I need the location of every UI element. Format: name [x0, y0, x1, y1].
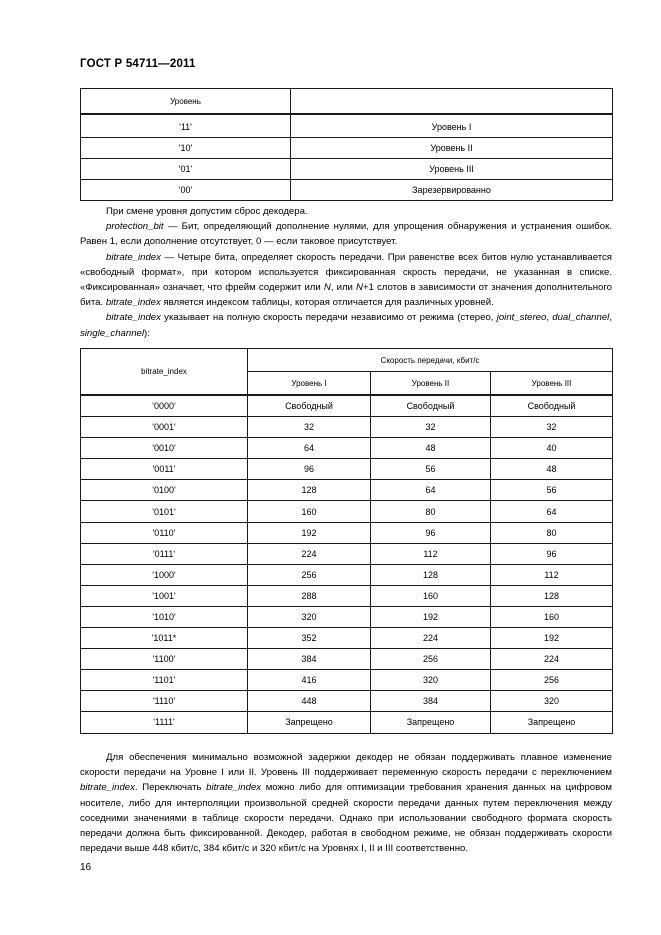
bitrate-value-cell-level-3: 32	[491, 417, 613, 438]
term-protection-bit: protection_bit	[106, 221, 164, 233]
level-table-header-code: Уровень	[81, 89, 291, 115]
bitrate-value-cell-level-2: 384	[371, 691, 491, 712]
bitrate-value-cell-level-1: Запрещено	[248, 712, 371, 733]
bitrate-index-cell: '0100'	[81, 480, 248, 501]
table-row	[81, 585, 613, 606]
bitrate-def-part1: — Четыре бита, определяет скорость передачи. При равенстве всех битов нулю устанавливается «свободный формат», при котором используется фиксированная скрость передачи, не указанная в списке. «Фиксированная» означает, что фрейм содержит или	[80, 251, 612, 294]
bitrate-index-cell: '1101'	[81, 670, 248, 691]
end-paragraph-block	[80, 750, 612, 856]
bitrate-value-cell-level-2: 48	[371, 438, 491, 459]
bitrate-index-cell: '0010'	[81, 438, 248, 459]
bitrate-index-cell: '0001'	[81, 417, 248, 438]
bitrate-value-cell-level-2: 96	[371, 522, 491, 543]
table-header-row	[81, 89, 613, 115]
bitrate-value-cell-level-2: 256	[371, 649, 491, 670]
level-value-cell: Зарезервированно	[291, 180, 613, 201]
bitrate-value-cell-level-1: 160	[248, 501, 371, 522]
bitrate-value-cell-level-1: 320	[248, 606, 371, 627]
bitrate-value-cell-level-3: 48	[491, 459, 613, 480]
bitrate-value-cell-level-1: 416	[248, 670, 371, 691]
bitrate-header-index: bitrate_index	[81, 349, 248, 396]
table-header-row-top	[81, 349, 613, 372]
bitrate-value-cell-level-3: 40	[491, 438, 613, 459]
paragraph-protection-bit-text: — Бит, определяющий дополнение нулями, для упрощения обнаружения и устранения ошибок. Равен 1, если дополнение отсутствует, 0 — если таковое присутствует.	[80, 221, 612, 248]
bitrate-value-cell-level-1: 96	[248, 459, 371, 480]
table-row	[81, 606, 613, 627]
table-row	[81, 417, 613, 438]
modes-part3: ,	[609, 312, 612, 324]
term-dual-channel: dual_channel	[552, 312, 610, 324]
bitrate-value-cell-level-1: 192	[248, 522, 371, 543]
paragraph-reset-decoder	[80, 204, 612, 219]
table-row	[81, 691, 613, 712]
term-bitrate-index-5: bitrate_index	[206, 782, 262, 794]
table-row	[81, 670, 613, 691]
bitrate-value-cell-level-3: 56	[491, 480, 613, 501]
bitrate-value-cell-level-3: 192	[491, 628, 613, 649]
bitrate-value-cell-level-3: 96	[491, 543, 613, 564]
table-row	[81, 628, 613, 649]
bitrate-value-cell-level-1: 64	[248, 438, 371, 459]
level-value-cell: Уровень II	[291, 138, 613, 159]
bitrate-header-level-1: Уровень I	[248, 372, 371, 396]
table-row	[81, 159, 613, 180]
bitrate-value-cell-level-2: Запрещено	[371, 712, 491, 733]
bitrate-value-cell-level-2: 224	[371, 628, 491, 649]
term-bitrate-index-4: bitrate_index	[80, 782, 135, 794]
bitrate-def-part4: является индексом таблицы, которая отличается для различных уровней.	[160, 297, 494, 309]
bitrate-header-level-3: Уровень III	[491, 372, 613, 396]
bitrate-value-cell-level-2: 80	[371, 501, 491, 522]
bitrate-value-cell-level-2: 56	[371, 459, 491, 480]
end-part2: . Переключать	[134, 782, 207, 794]
middle-paragraph-block	[80, 204, 612, 341]
modes-part1: указывает на полную скорость передачи независимо от режима (стерео,	[160, 312, 497, 324]
bitrate-index-cell: '1001'	[81, 585, 248, 606]
bitrate-value-cell-level-3: 128	[491, 585, 613, 606]
level-code-cell: '10'	[81, 138, 291, 159]
bitrate-index-cell: '0011'	[81, 459, 248, 480]
bitrate-value-cell-level-1: 288	[248, 585, 371, 606]
term-bitrate-index: bitrate_index	[106, 251, 161, 263]
bitrate-value-cell-level-3: 256	[491, 670, 613, 691]
level-value-cell: Уровень I	[291, 114, 613, 138]
bitrate-value-cell-level-3: 64	[491, 501, 613, 522]
bitrate-index-cell: '1111'	[81, 712, 248, 733]
bitrate-value-cell-level-3: 224	[491, 649, 613, 670]
bitrate-index-cell: '0110'	[81, 522, 248, 543]
running-head: ГОСТ Р 54711—2011	[80, 58, 196, 70]
bitrate-value-cell-level-1: 352	[248, 628, 371, 649]
bitrate-value-cell-level-1: 448	[248, 691, 371, 712]
symbol-n-first: N	[323, 282, 331, 294]
modes-part4: ):	[144, 327, 150, 339]
paragraph-protection-bit	[80, 219, 612, 249]
bitrate-index-cell: '1000'	[81, 564, 248, 585]
level-code-cell: '11'	[81, 114, 291, 138]
bitrate-index-cell: '0111'	[81, 543, 248, 564]
bitrate-value-cell-level-2: 320	[371, 670, 491, 691]
page-number: 16	[80, 862, 92, 873]
bitrate-index-cell: '0000'	[81, 395, 248, 417]
bitrate-value-cell-level-2: Свободный	[371, 395, 491, 417]
symbol-n-second: N	[356, 282, 363, 294]
bitrate-value-cell-level-2: 64	[371, 480, 491, 501]
bitrate-def-part3: +1 слотов в зависимости от значения дополнительного бита.	[80, 282, 612, 309]
table-row	[81, 564, 613, 585]
table-row	[81, 543, 613, 564]
bitrate-index-cell: '1110'	[81, 691, 248, 712]
bitrate-index-cell: '1011*	[81, 628, 248, 649]
bitrate-value-cell-level-1: 384	[248, 649, 371, 670]
bitrate-def-part2: , или	[330, 282, 357, 294]
bitrate-value-cell-level-1: Свободный	[248, 395, 371, 417]
bitrate-header-group: Скорость передачи, кбит/с	[248, 349, 613, 372]
term-bitrate-index-3: bitrate_index	[106, 312, 161, 324]
bitrate-value-cell-level-1: 256	[248, 564, 371, 585]
level-code-cell: '01'	[81, 159, 291, 180]
bitrate-value-cell-level-1: 32	[248, 417, 371, 438]
level-value-cell: Уровень III	[291, 159, 613, 180]
table-row	[81, 138, 613, 159]
term-single-channel: single_channel	[80, 327, 145, 339]
bitrate-value-cell-level-3: Запрещено	[491, 712, 613, 733]
level-table	[80, 88, 613, 201]
bitrate-value-cell-level-2: 192	[371, 606, 491, 627]
table-row	[81, 438, 613, 459]
bitrate-value-cell-level-2: 32	[371, 417, 491, 438]
term-joint-stereo: joint_stereo	[496, 312, 547, 324]
bitrate-index-cell: '1010'	[81, 606, 248, 627]
bitrate-index-cell: '1100'	[81, 649, 248, 670]
bitrate-value-cell-level-2: 128	[371, 564, 491, 585]
paragraph-bitrate-index-def	[80, 250, 612, 311]
bitrate-value-cell-level-1: 224	[248, 543, 371, 564]
bitrate-index-table	[80, 348, 613, 734]
table-row	[81, 501, 613, 522]
bitrate-value-cell-level-3: 112	[491, 564, 613, 585]
end-part3: можно либо для оптимизации требования хранения данных на цифровом носителе, либо для интерполяции произвольной средней скорости передачи данных путем переключения между соседними значениями в таблице скорости передачи. Однако при использовании свободного формата скорость передачи должна быть фиксированной. Декодер, работая в свободном режиме, не обязан поддерживать скорости передачи выше 448 кбит/с, 384 кбит/с и 320 кбит/с на Уровнях I, II и III соответственно.	[80, 782, 612, 855]
table-row	[81, 649, 613, 670]
table-row	[81, 459, 613, 480]
term-bitrate-index-2: bitrate_index	[105, 297, 161, 309]
bitrate-index-cell: '0101'	[81, 501, 248, 522]
bitrate-value-cell-level-3: 160	[491, 606, 613, 627]
table-row	[81, 480, 613, 501]
level-table-header-blank	[291, 89, 613, 115]
bitrate-value-cell-level-2: 112	[371, 543, 491, 564]
paragraph-reset-decoder-text: При смене уровня допустим сброс декодера.	[106, 206, 308, 217]
bitrate-value-cell-level-1: 128	[248, 480, 371, 501]
paragraph-bitrate-index-modes	[80, 310, 612, 340]
end-part1: Для обеспечения минимально возможной задержки декодер не обязан поддерживать плавное изменение скорости передачи на Уровне I или II. Уровень III поддерживает переменную скорость передачи с переключением	[80, 752, 612, 779]
bitrate-value-cell-level-2: 160	[371, 585, 491, 606]
paragraph-decoder-delay	[80, 750, 612, 856]
level-code-cell: '00'	[81, 180, 291, 201]
table-row	[81, 522, 613, 543]
table-row	[81, 114, 613, 138]
bitrate-value-cell-level-3: Свободный	[491, 395, 613, 417]
table-row	[81, 712, 613, 733]
table-row	[81, 180, 613, 201]
modes-part2: ,	[546, 312, 553, 324]
table-row	[81, 395, 613, 417]
bitrate-value-cell-level-3: 80	[491, 522, 613, 543]
bitrate-header-level-2: Уровень II	[371, 372, 491, 396]
bitrate-value-cell-level-3: 320	[491, 691, 613, 712]
